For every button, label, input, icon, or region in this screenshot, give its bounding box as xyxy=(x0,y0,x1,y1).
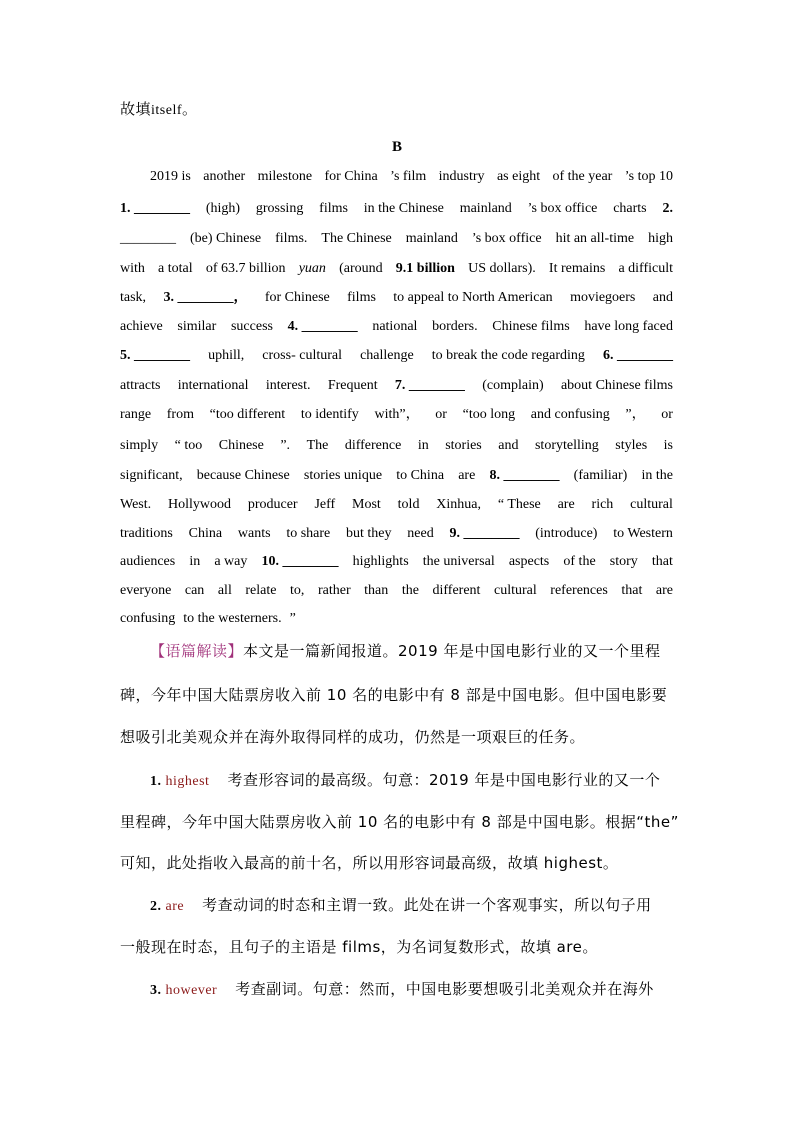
passage-word: aspects xyxy=(508,554,550,569)
passage-word: US dollars). xyxy=(468,261,536,276)
passage-word: (complain) xyxy=(482,378,544,393)
passage-word: of 63.7 billion xyxy=(205,261,286,276)
passage-word: cultural xyxy=(630,497,673,512)
passage-word: borders. xyxy=(432,319,478,334)
passage-word: with xyxy=(120,261,145,276)
passage-word: or xyxy=(435,407,447,422)
passage-word: in the Chinese xyxy=(363,201,444,216)
passage-word: yuan xyxy=(298,261,326,276)
passage-word: range xyxy=(120,407,152,422)
passage-word: 10. ________ xyxy=(261,554,339,569)
passage-word: 2. xyxy=(662,201,673,216)
passage-word: “ These xyxy=(497,497,541,512)
passage-word: stories unique xyxy=(303,468,383,483)
passage-word: Hollywood xyxy=(168,497,231,512)
answer-line xyxy=(120,812,679,832)
analysis-line xyxy=(150,641,703,661)
answer-text: 一般现在时态，且句子的主语是 films，为名词复数形式，故填 are。 xyxy=(120,938,598,956)
passage-word: international xyxy=(177,378,249,393)
analysis-text: 想吸引北美观众并在海外取得同样的成功，仍然是一项艰巨的任务。 xyxy=(120,728,586,746)
answer-number: 1. xyxy=(150,774,162,789)
passage-word: significant, xyxy=(120,468,183,483)
passage-word: 3. ________， xyxy=(163,290,248,305)
passage-word: references xyxy=(550,583,608,598)
passage-word: 6. ________ xyxy=(602,348,673,363)
passage-line xyxy=(120,288,673,308)
answer-number: 2. xyxy=(150,899,162,914)
passage-word: and xyxy=(652,290,673,305)
passage-word: 8. ________ xyxy=(489,468,560,483)
passage-word: confusing xyxy=(120,611,176,626)
passage-word: another xyxy=(203,169,246,184)
passage-line xyxy=(120,199,673,219)
passage-word: 2019 is xyxy=(150,169,191,184)
passage-word: to break the code regarding xyxy=(431,348,585,363)
passage-word: to Western xyxy=(613,526,673,541)
passage-word: are xyxy=(458,468,476,483)
passage-word: (be) Chinese xyxy=(189,231,262,246)
passage-word: everyone xyxy=(120,583,172,598)
passage-line xyxy=(120,259,673,279)
passage-word: ’s box office xyxy=(471,231,542,246)
passage-word: uphill, xyxy=(208,348,245,363)
passage-word: Chinese xyxy=(218,438,264,453)
passage-line xyxy=(120,581,673,601)
passage-word: in xyxy=(417,438,429,453)
passage-word: are xyxy=(557,497,575,512)
passage-word: 9. ________ xyxy=(449,526,520,541)
passage-word: ’s film xyxy=(390,169,427,184)
passage-word: than xyxy=(364,583,389,598)
passage-line xyxy=(120,376,673,396)
intro-line xyxy=(120,99,673,121)
passage-word: 4. ________ xyxy=(287,319,358,334)
passage-word: mainland xyxy=(459,201,512,216)
passage-word: attracts xyxy=(120,378,161,393)
passage-word: It remains xyxy=(548,261,606,276)
passage-word: China xyxy=(188,526,223,541)
passage-word: have long faced xyxy=(584,319,673,334)
passage-word: mainland xyxy=(405,231,458,246)
answer-number: 3. xyxy=(150,983,162,998)
passage-word: “ too xyxy=(174,438,203,453)
passage-word: industry xyxy=(438,169,485,184)
passage-word: “too long xyxy=(462,407,516,422)
passage-word: achieve xyxy=(120,319,163,334)
answer-text: 考查形容词的最高级。句意：2019 年是中国电影行业的又一个 xyxy=(227,771,661,789)
passage-word: stories xyxy=(445,438,482,453)
passage-word: (introduce) xyxy=(535,526,598,541)
passage-word: Most xyxy=(352,497,381,512)
passage-word: task, xyxy=(120,290,147,305)
passage-word: producer xyxy=(247,497,298,512)
passage-word: the xyxy=(401,583,419,598)
passage-word: Xinhua, xyxy=(436,497,482,512)
passage-line xyxy=(120,405,673,425)
passage-word: to, xyxy=(290,583,305,598)
passage-word: charts xyxy=(613,201,647,216)
passage-word: milestone xyxy=(257,169,313,184)
passage-word: in the xyxy=(641,468,673,483)
answer-line xyxy=(120,853,673,873)
passage-word: hit an all-time xyxy=(555,231,635,246)
passage-word: storytelling xyxy=(534,438,599,453)
passage-word: films xyxy=(347,290,376,305)
passage-word: challenge xyxy=(360,348,414,363)
passage-word: are xyxy=(655,583,673,598)
answer-text: 考查动词的时态和主谓一致。此处在讲一个客观事实，所以句子用 xyxy=(202,896,652,914)
passage-word: a difficult xyxy=(618,261,673,276)
passage-word: ________ xyxy=(120,231,176,246)
passage-word: highlights xyxy=(352,554,409,569)
answer-text: 考查副词。句意：然而，中国电影要想吸引北美观众并在海外 xyxy=(235,980,654,998)
passage-word: interest. xyxy=(265,378,311,393)
passage-line xyxy=(120,495,673,515)
passage-line xyxy=(120,229,673,249)
passage-word: to China xyxy=(396,468,445,483)
passage-line xyxy=(120,436,673,456)
passage-word: The xyxy=(306,438,329,453)
passage-word: and confusing xyxy=(530,407,610,422)
intro-prefix: 故填 xyxy=(120,100,152,118)
passage-word: grossing xyxy=(255,201,304,216)
passage-word: or xyxy=(661,407,673,422)
passage-word: ’s top 10 xyxy=(624,169,673,184)
passage-word: West. xyxy=(120,497,152,512)
passage-word: 9.1 billion xyxy=(395,261,455,276)
passage-word: a total xyxy=(158,261,193,276)
passage-line xyxy=(120,524,673,544)
passage-word: from xyxy=(166,407,194,422)
passage-word: films. xyxy=(275,231,308,246)
passage-word: all xyxy=(217,583,232,598)
passage-word: ”. xyxy=(280,438,291,453)
passage-word: can xyxy=(184,583,205,598)
passage-word: ” xyxy=(289,611,296,626)
passage-word: Frequent xyxy=(327,378,378,393)
analysis-tag: 【语篇解读】 xyxy=(150,642,244,660)
passage-line xyxy=(150,167,673,187)
passage-word: Chinese films xyxy=(492,319,570,334)
passage-word: of the xyxy=(563,554,596,569)
passage-word: relate xyxy=(245,583,277,598)
passage-word: of the year xyxy=(552,169,613,184)
passage-word: similar xyxy=(177,319,217,334)
intro-word: itself xyxy=(151,103,183,118)
passage-word: cross- cultural xyxy=(262,348,342,363)
answer-line xyxy=(150,895,703,917)
passage-word: difference xyxy=(344,438,402,453)
answer-word: however xyxy=(165,983,218,998)
section-heading: B xyxy=(391,139,402,155)
passage-word: rather xyxy=(317,583,351,598)
passage-word: story xyxy=(609,554,638,569)
answer-line xyxy=(120,937,673,957)
passage-word: told xyxy=(397,497,420,512)
analysis-text: 碑，今年中国大陆票房收入前 10 名的电影中有 8 部是中国电影。但中国电影要 xyxy=(120,686,668,704)
passage-word: in xyxy=(189,554,201,569)
passage-word: rich xyxy=(591,497,614,512)
passage-word: films xyxy=(319,201,348,216)
passage-line xyxy=(120,609,673,629)
passage-word: success xyxy=(230,319,273,334)
passage-word: different xyxy=(432,583,481,598)
passage-word: but they xyxy=(346,526,392,541)
passage-word: simply xyxy=(120,438,159,453)
analysis-line xyxy=(120,685,673,705)
passage-word: as eight xyxy=(496,169,541,184)
passage-word: styles xyxy=(615,438,648,453)
passage-word: ’s box office xyxy=(527,201,598,216)
passage-word: to share xyxy=(286,526,331,541)
passage-word: with”， xyxy=(374,407,420,422)
passage-word: 5. ________ xyxy=(120,348,190,363)
passage-line xyxy=(120,466,673,486)
passage-line xyxy=(120,346,673,366)
passage-word: about Chinese films xyxy=(560,378,673,393)
passage-word: to appeal to North American xyxy=(393,290,553,305)
analysis-text: 本文是一篇新闻报道。2019 年是中国电影行业的又一个里程 xyxy=(243,642,661,660)
passage-word: 7. ________ xyxy=(394,378,465,393)
passage-word: cultural xyxy=(493,583,537,598)
passage-word: (around xyxy=(339,261,383,276)
answer-line xyxy=(150,770,703,792)
passage-word: and xyxy=(498,438,519,453)
passage-word: audiences xyxy=(120,554,176,569)
intro-suffix: 。 xyxy=(182,100,198,118)
passage-word: that xyxy=(621,583,643,598)
passage-word: traditions xyxy=(120,526,173,541)
analysis-line xyxy=(120,727,673,747)
passage-word: ”， xyxy=(625,407,646,422)
passage-word: is xyxy=(663,438,673,453)
passage-line xyxy=(120,552,673,572)
passage-word: need xyxy=(407,526,434,541)
answer-text: 可知，此处指收入最高的前十名，所以用形容词最高级，故填 highest。 xyxy=(120,854,619,872)
passage-word: wants xyxy=(237,526,271,541)
passage-word: to identify xyxy=(300,407,359,422)
answer-line xyxy=(150,979,703,1001)
passage-word: for China xyxy=(324,169,378,184)
passage-word: moviegoers xyxy=(570,290,636,305)
passage-word: that xyxy=(651,554,673,569)
passage-word: because Chinese xyxy=(196,468,290,483)
passage-word: The Chinese xyxy=(321,231,392,246)
passage-word: to the westerners. xyxy=(183,611,282,626)
passage-word: “too different xyxy=(209,407,286,422)
passage-word: high xyxy=(648,231,673,246)
answer-word: highest xyxy=(165,774,210,789)
passage-word: a way xyxy=(214,554,248,569)
passage-word: Jeff xyxy=(314,497,336,512)
passage-word: (high) xyxy=(205,201,241,216)
passage-word: the universal xyxy=(422,554,495,569)
answer-text: 里程碑，今年中国大陆票房收入前 10 名的电影中有 8 部是中国电影。根据“the” xyxy=(120,813,679,831)
passage-word: (familiar) xyxy=(573,468,628,483)
passage-word: for Chinese xyxy=(264,290,330,305)
passage-word: national xyxy=(372,319,418,334)
answer-word: are xyxy=(165,899,185,914)
passage-word: 1. ________ xyxy=(120,201,190,216)
passage-line xyxy=(120,317,673,337)
